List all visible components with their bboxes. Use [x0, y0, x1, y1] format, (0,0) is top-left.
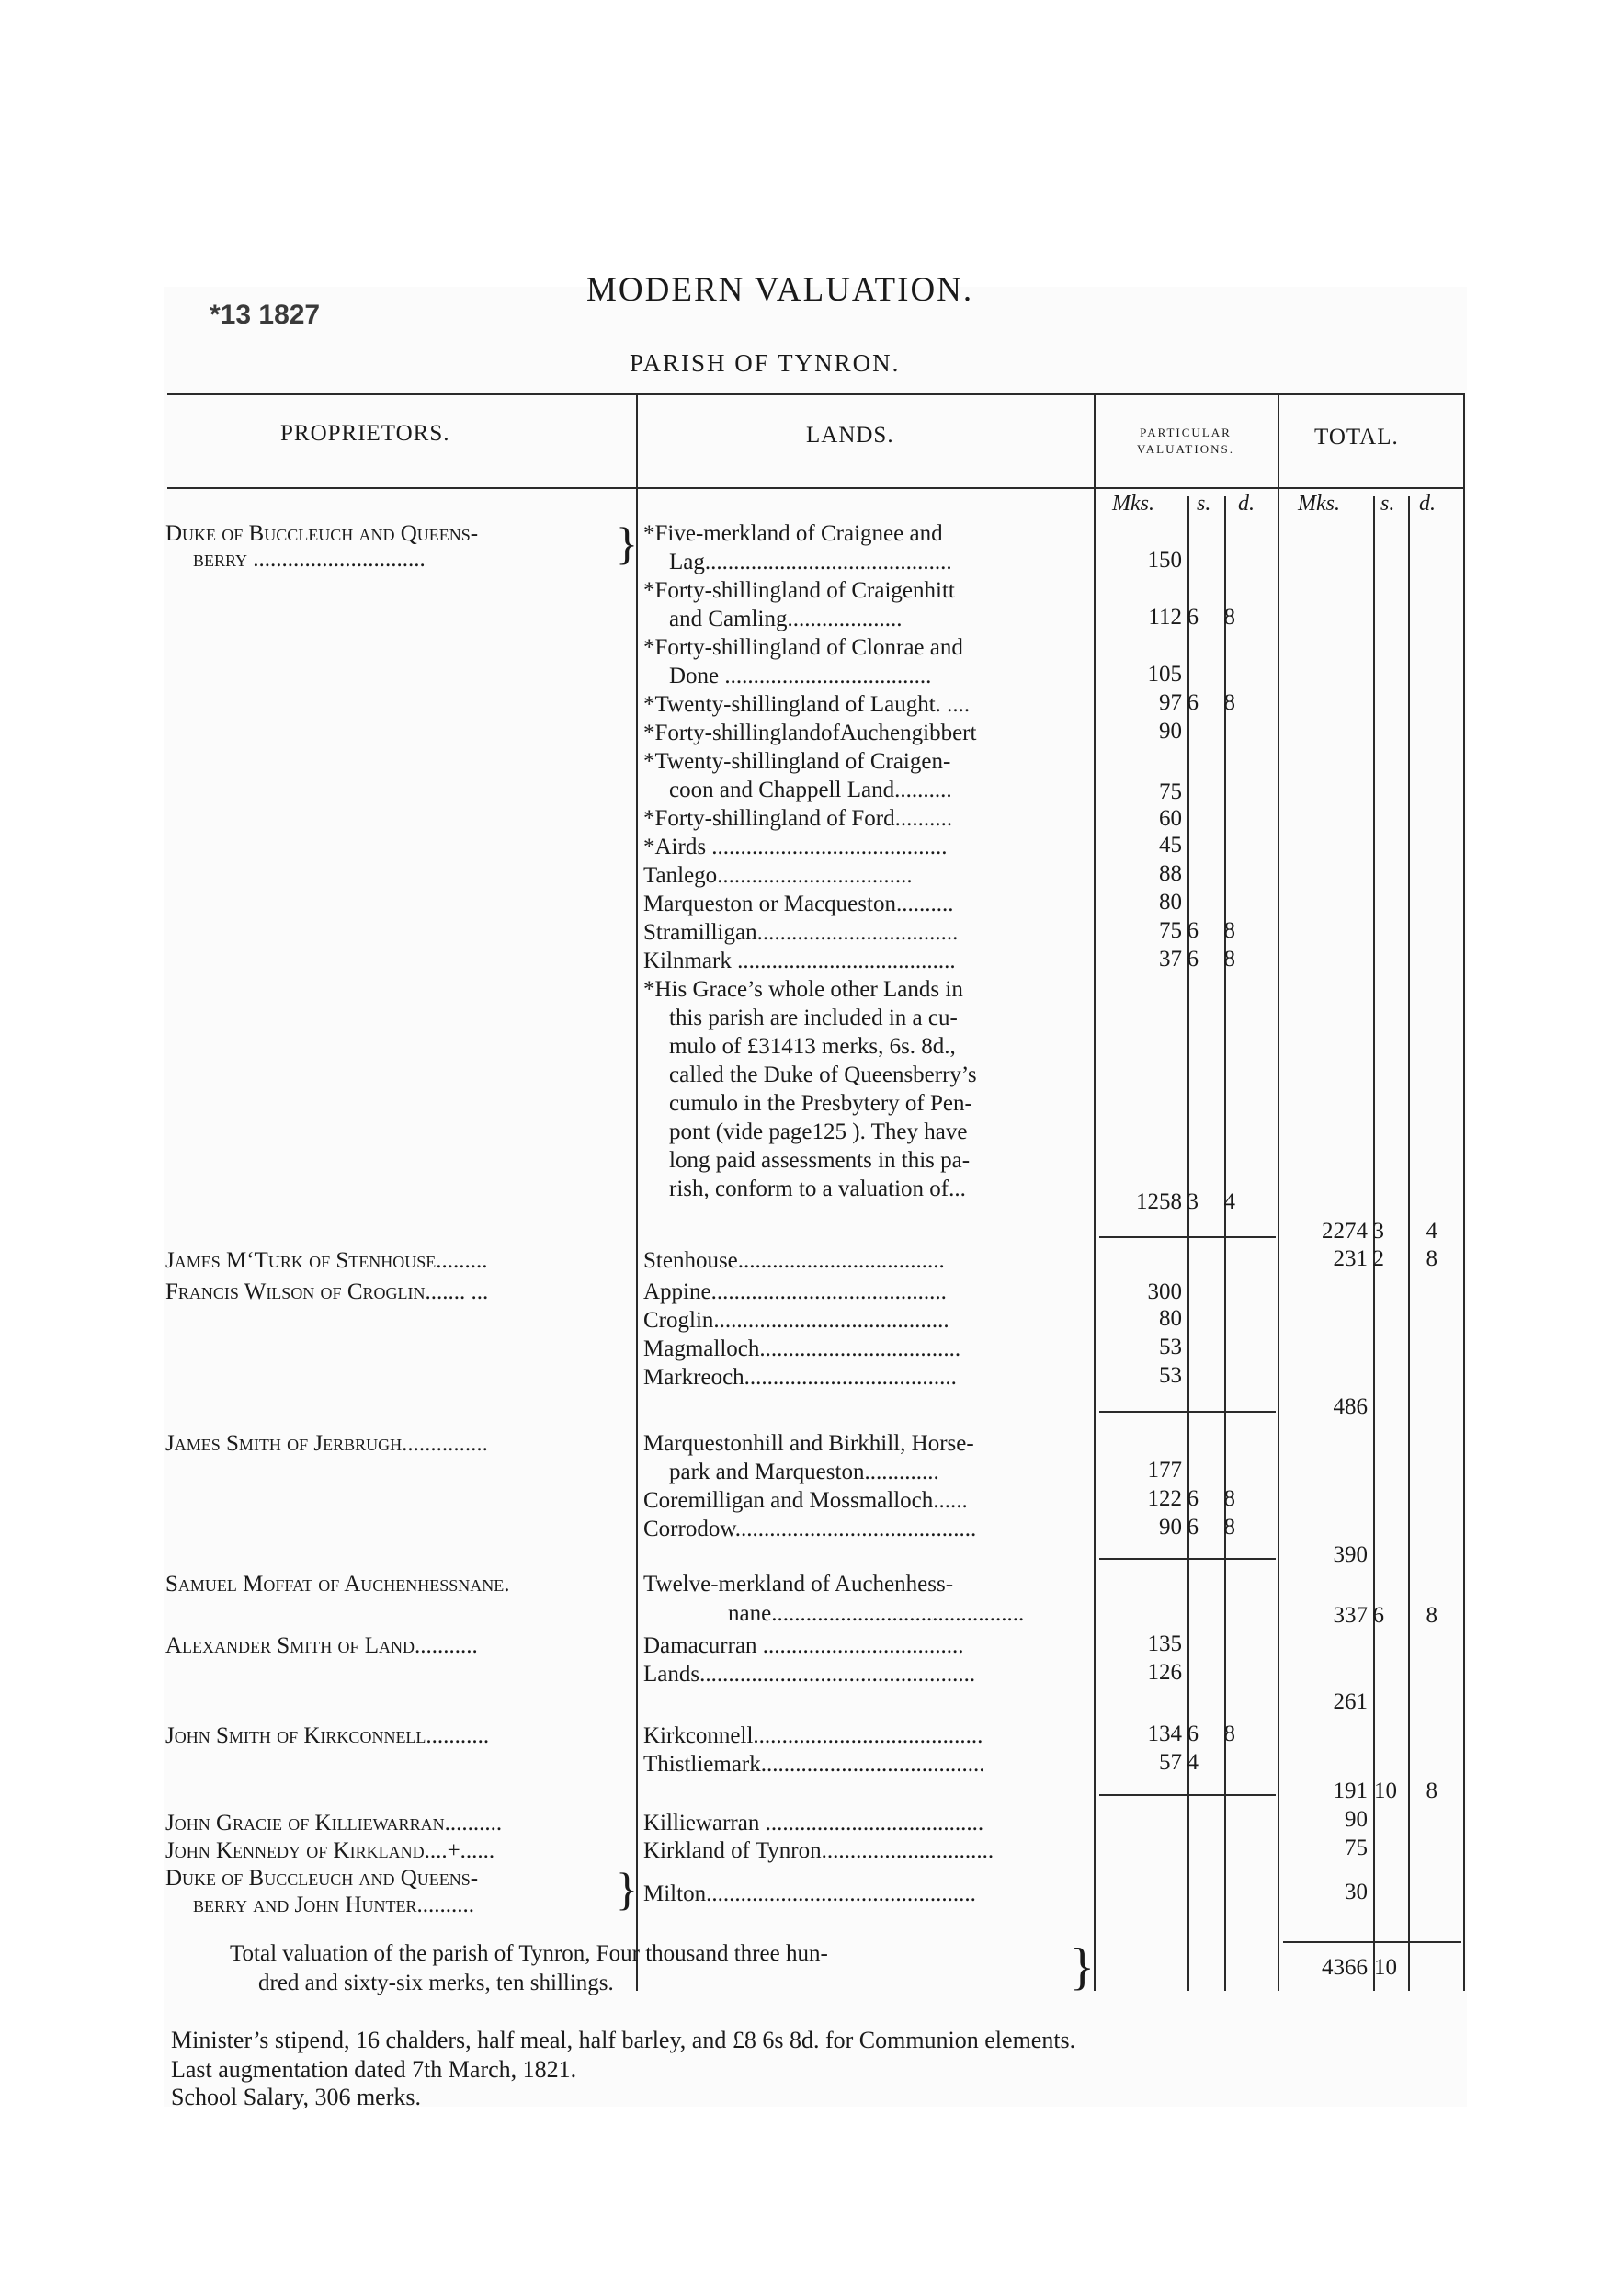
- particular-mks: 97: [1159, 690, 1182, 715]
- brace: }: [1070, 1938, 1095, 1995]
- land-entry: Croglin.........................................: [643, 1308, 949, 1333]
- table-top-rule: [167, 393, 1463, 395]
- proprietor-name: Duke of Buccleuch and Queens-: [165, 1866, 479, 1891]
- particular-mks: 75: [1159, 779, 1182, 804]
- proprietor-name: Duke of Buccleuch and Queens-: [165, 521, 479, 546]
- land-note: rish, conform to a valuation of...: [669, 1176, 966, 1201]
- total-d: 4: [1426, 1219, 1437, 1244]
- land-note: pont (vide page125 ). They have: [669, 1120, 968, 1144]
- total-mks: 261: [1333, 1689, 1368, 1714]
- total-mks: 191: [1333, 1779, 1368, 1803]
- total-mks: 486: [1333, 1394, 1368, 1419]
- grand-total-rule: [1283, 1941, 1461, 1943]
- particular-mks: 90: [1159, 1515, 1182, 1540]
- particular-s: 3: [1187, 1189, 1199, 1214]
- land-entry: Kirkconnell........................................: [643, 1723, 983, 1748]
- brace: }: [616, 1863, 638, 1915]
- particular-s-unit: s.: [1197, 492, 1211, 516]
- proprietor-name: Alexander Smith of Land...........: [165, 1633, 478, 1658]
- total-mks: 2274: [1322, 1219, 1368, 1244]
- subtotal-rule: [1099, 1794, 1276, 1796]
- land-entry: Kirkland of Tynron..............................: [643, 1838, 994, 1863]
- land-entry: Twelve-merkland of Auchenhess-: [643, 1572, 954, 1597]
- land-entry: Marqueston or Macqueston..........: [643, 892, 954, 916]
- land-entry: and Camling....................: [669, 607, 903, 631]
- particular-mks: 37: [1159, 947, 1182, 972]
- land-entry: Magmalloch...................................: [643, 1336, 961, 1361]
- land-entry: Marquestonhill and Birkhill, Horse-: [643, 1431, 974, 1456]
- particular-d: 4: [1223, 1189, 1235, 1214]
- total-s-unit: s.: [1380, 492, 1395, 516]
- right-border-rule: [1463, 393, 1465, 1991]
- grand-total-mks: 4366: [1322, 1955, 1368, 1980]
- total-mks: 90: [1345, 1807, 1368, 1832]
- particular-d: 8: [1223, 1515, 1235, 1540]
- particular-d: 8: [1223, 690, 1235, 715]
- land-note: long paid assessments in this pa-: [669, 1148, 971, 1173]
- proprietor-name: John Kennedy of Kirkland....+......: [165, 1838, 495, 1863]
- land-entry: *Airds .........................................: [643, 835, 948, 859]
- proprietor-name: James Smith of Jerbrugh...............: [165, 1431, 488, 1456]
- land-entry: Damacurran ...................................: [643, 1633, 964, 1658]
- particular-s: 4: [1187, 1750, 1199, 1775]
- land-entry: *Twenty-shillingland of Craigen-: [643, 749, 951, 774]
- particular-column-rule: [1094, 393, 1096, 1991]
- particular-mks: 135: [1147, 1631, 1182, 1656]
- proprietor-name: Samuel Moffat of Auchenhessnane.: [165, 1572, 510, 1597]
- land-entry: *Forty-shillinglandofAuchengibbert: [643, 721, 977, 745]
- total-s: 2: [1372, 1246, 1384, 1271]
- total-valuation-text: Total valuation of the parish of Tynron, Four thousand three hun-: [230, 1941, 828, 1966]
- land-note: *His Grace’s whole other Lands in: [643, 977, 963, 1002]
- brace: }: [616, 517, 638, 569]
- land-entry: *Five-merkland of Craignee and: [643, 521, 943, 546]
- particular-mks: 134: [1147, 1722, 1182, 1746]
- land-note: called the Duke of Queensberry’s: [669, 1063, 977, 1087]
- total-s: 10: [1374, 1779, 1397, 1803]
- school-salary-note: School Salary, 306 merks.: [171, 2084, 421, 2110]
- particular-mks: 122: [1147, 1486, 1182, 1511]
- proprietor-name: James M‘Turk of Stenhouse.........: [165, 1248, 488, 1273]
- total-d: 8: [1426, 1603, 1437, 1628]
- total-valuation-text: dred and sixty-six merks, ten shillings.: [258, 1971, 614, 1995]
- particular-mks: 90: [1159, 719, 1182, 744]
- land-entry: Kilnmark ......................................: [643, 949, 956, 973]
- subtotal-rule: [1099, 1558, 1276, 1560]
- total-mks: 390: [1333, 1542, 1368, 1567]
- total-mks: 231: [1333, 1246, 1368, 1271]
- total-mks: 337: [1333, 1603, 1368, 1628]
- land-entry: *Forty-shillingland of Ford..........: [643, 806, 953, 831]
- particular-d: 8: [1223, 947, 1235, 972]
- particular-d: 8: [1223, 605, 1235, 630]
- proprietor-name: berry ..............................: [193, 547, 426, 572]
- particular-s: 6: [1187, 1722, 1199, 1746]
- proprietor-name: John Smith of Kirkconnell...........: [165, 1723, 490, 1748]
- total-column-rule: [1278, 393, 1279, 1991]
- stipend-note: Minister’s stipend, 16 chalders, half meal, half barley, and £8 6s 8d. for Communion elements.: [171, 2027, 1076, 2053]
- particular-s: 6: [1187, 1486, 1199, 1511]
- land-note: mulo of £31413 merks, 6s. 8d.,: [669, 1034, 956, 1059]
- proprietor-name: Francis Wilson of Croglin....... ...: [165, 1279, 489, 1304]
- particular-mks: 80: [1159, 1306, 1182, 1331]
- particular-mks: 150: [1147, 548, 1182, 573]
- land-entry: Thistliemark.......................................: [643, 1752, 985, 1777]
- land-entry: Tanlego..................................: [643, 863, 913, 888]
- particular-s: 6: [1187, 690, 1199, 715]
- particular-mks: 57: [1159, 1750, 1182, 1775]
- total-mks: 30: [1345, 1880, 1368, 1904]
- particular-s: 6: [1187, 947, 1199, 972]
- particular-d: 8: [1223, 918, 1235, 943]
- particular-mks: 1258: [1136, 1189, 1182, 1214]
- land-entry: park and Marqueston.............: [669, 1460, 939, 1484]
- land-entry: Lands................................................: [643, 1662, 976, 1687]
- land-entry: nane............................................: [728, 1601, 1025, 1626]
- particular-mks: 105: [1147, 662, 1182, 687]
- land-entry: Stenhouse....................................: [643, 1248, 945, 1273]
- particular-s: 6: [1187, 1515, 1199, 1540]
- particular-valuations-header: PARTICULAR VALUATIONS.: [1137, 426, 1234, 456]
- land-entry: *Twenty-shillingland of Laught. ....: [643, 692, 971, 717]
- land-entry: coon and Chappell Land..........: [669, 778, 952, 802]
- land-note: cumulo in the Presbytery of Pen-: [669, 1091, 972, 1116]
- land-entry: Appine.........................................: [643, 1279, 947, 1304]
- grand-total-s: 10: [1374, 1955, 1397, 1980]
- total-mks-unit: Mks.: [1298, 492, 1340, 516]
- page-title: MODERN VALUATION.: [586, 271, 974, 309]
- total-s: 6: [1372, 1603, 1384, 1628]
- subtotal-rule: [1099, 1236, 1276, 1238]
- land-entry: Stramilligan...................................: [643, 920, 959, 945]
- land-entry: Corrodow..........................................: [643, 1517, 977, 1541]
- particular-d-unit: d.: [1238, 492, 1255, 516]
- land-note: this parish are included in a cu-: [669, 1006, 958, 1030]
- total-d: 8: [1426, 1246, 1437, 1271]
- particular-s: 6: [1187, 918, 1199, 943]
- land-entry: *Forty-shillingland of Craigenhitt: [643, 578, 955, 603]
- proprietor-name: John Gracie of Killiewarran..........: [165, 1811, 503, 1836]
- total-s: 3: [1372, 1219, 1384, 1244]
- particular-mks: 75: [1159, 918, 1182, 943]
- particular-s: 6: [1187, 605, 1199, 630]
- total-d-unit: d.: [1419, 492, 1436, 516]
- particular-mks: 53: [1159, 1363, 1182, 1388]
- land-entry: *Forty-shillingland of Clonrae and: [643, 635, 963, 660]
- lands-column-rule: [636, 393, 638, 1991]
- total-mks: 75: [1345, 1836, 1368, 1860]
- particular-d-rule: [1224, 496, 1226, 1991]
- particular-mks: 88: [1159, 861, 1182, 886]
- total-d: 8: [1426, 1779, 1437, 1803]
- augmentation-note: Last augmentation dated 7th March, 1821.: [171, 2056, 577, 2083]
- particular-mks: 80: [1159, 890, 1182, 915]
- lands-header: LANDS.: [806, 423, 894, 448]
- particular-mks: 112: [1148, 605, 1182, 630]
- land-entry: Coremilligan and Mossmalloch......: [643, 1488, 968, 1513]
- particular-mks: 177: [1147, 1458, 1182, 1483]
- subtotal-rule: [1099, 1411, 1276, 1413]
- proprietors-header: PROPRIETORS.: [280, 421, 450, 446]
- header-rule: [167, 487, 1463, 489]
- proprietor-name: berry and John Hunter..........: [193, 1892, 475, 1917]
- total-header: TOTAL.: [1314, 425, 1399, 449]
- land-entry: Milton...............................................: [643, 1881, 976, 1906]
- particular-mks: 60: [1159, 806, 1182, 831]
- handwritten-annotation: *13 1827: [210, 300, 321, 330]
- particular-mks: 45: [1159, 833, 1182, 858]
- page-subtitle: PARISH OF TYNRON.: [630, 349, 901, 377]
- land-entry: Lag...........................................: [669, 550, 952, 574]
- particular-d: 8: [1223, 1486, 1235, 1511]
- particular-mks-unit: Mks.: [1112, 492, 1154, 516]
- particular-mks: 300: [1147, 1279, 1182, 1304]
- land-entry: Killiewarran ......................................: [643, 1811, 984, 1836]
- particular-mks: 53: [1159, 1335, 1182, 1359]
- particular-d: 8: [1223, 1722, 1235, 1746]
- land-entry: Done ....................................: [669, 664, 932, 688]
- land-entry: Markreoch.....................................: [643, 1365, 957, 1390]
- particular-mks: 126: [1147, 1660, 1182, 1685]
